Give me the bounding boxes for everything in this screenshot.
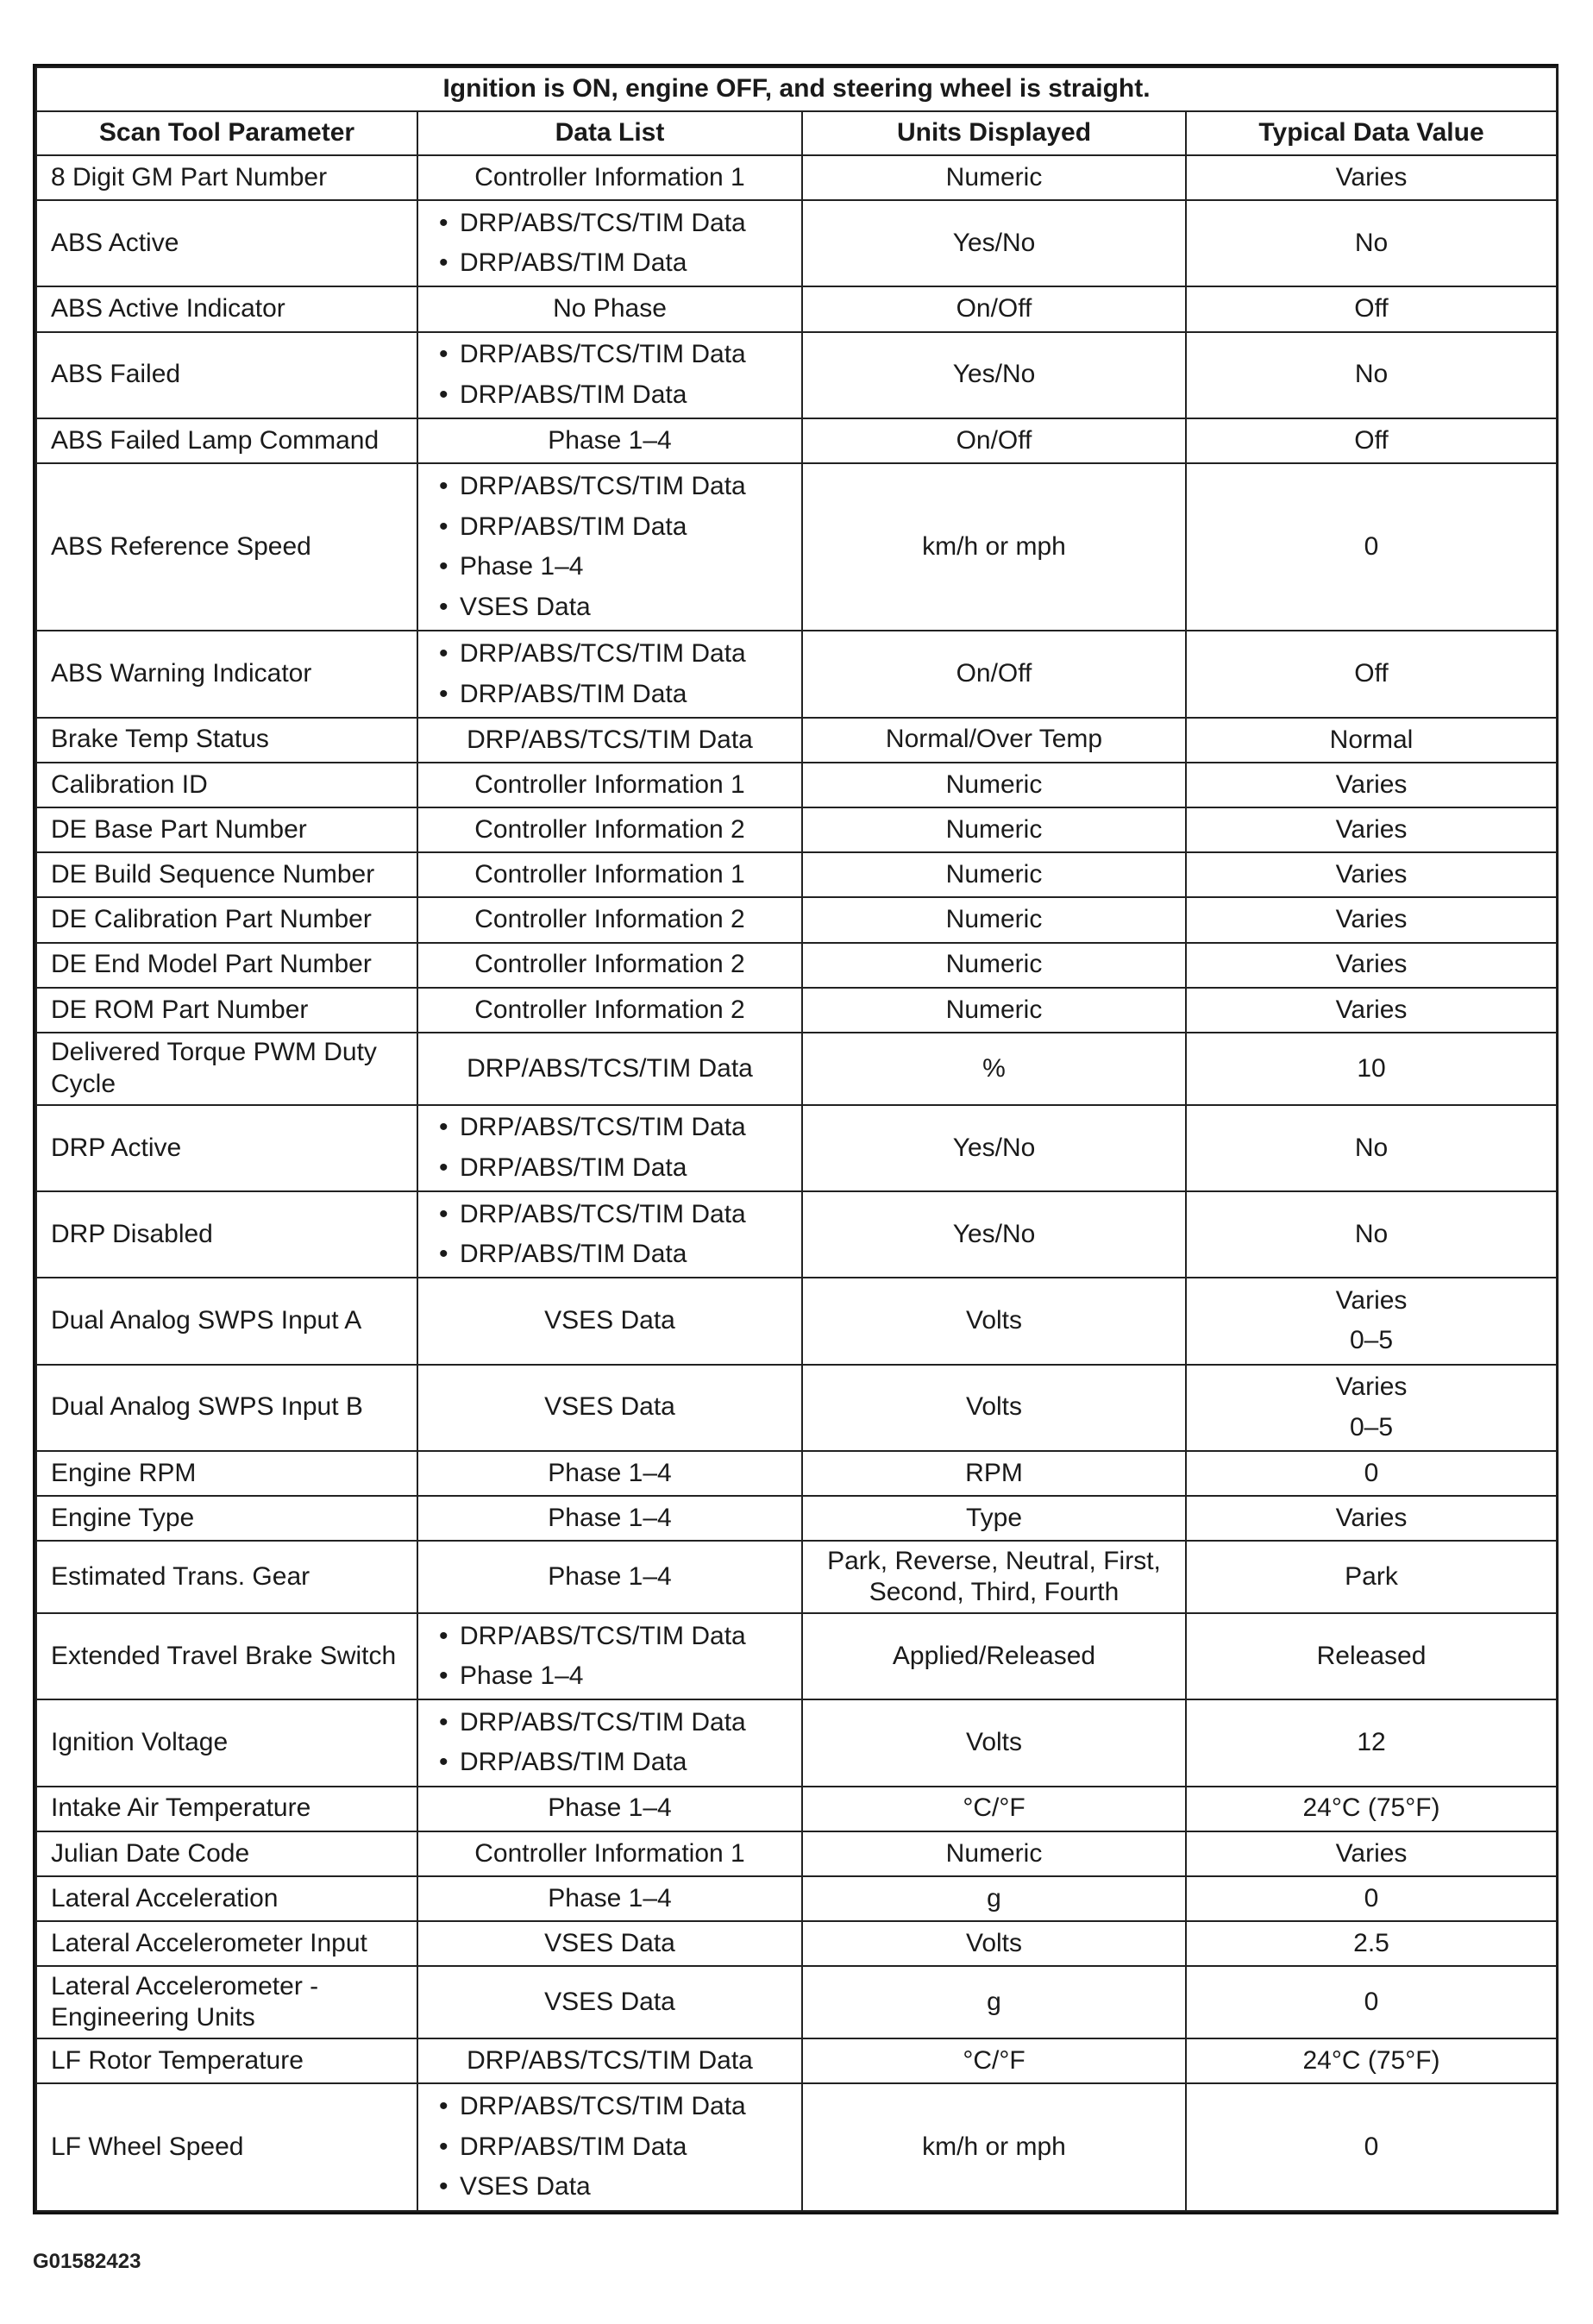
data-list-item: Phase 1–4 [548,1458,672,1487]
units-cell: Numeric [802,1831,1186,1876]
typical-value-item: Released [1316,1641,1427,1670]
units-cell: Type [802,1496,1186,1541]
data-list-cell [417,200,802,286]
data-list-cell [417,1541,802,1613]
table-row [36,463,1557,631]
units-cell: Volts [802,1921,1186,1966]
parameter-cell: Dual Analog SWPS Input A [36,1278,417,1364]
typical-value-cell [1186,1831,1557,1876]
table-row [36,1699,1557,1786]
data-list-bullet-item: • VSES Data [460,2167,789,2208]
data-list-cell [417,1613,802,1699]
figure-id: G01582423 [33,2250,141,2273]
parameter-cell: Extended Travel Brake Switch [36,1613,417,1699]
table-row [36,332,1557,418]
typical-value-item: Varies [1335,995,1408,1024]
typical-value-item: Normal [1329,725,1414,754]
typical-value-cell [1186,332,1557,418]
typical-value-cell [1186,807,1557,852]
typical-value-item: No [1354,360,1389,389]
data-list-bullet-item: • DRP/ABS/TIM Data [460,2127,789,2168]
units-cell: g [802,1876,1186,1921]
data-list-item: Phase 1–4 [548,1793,672,1823]
units-cell: km/h or mph [802,463,1186,631]
parameter-cell: Dual Analog SWPS Input B [36,1365,417,1451]
typical-value-item: Park [1345,1561,1398,1591]
units-cell: Numeric [802,155,1186,200]
data-list-bullet-item: • Phase 1–4 [460,547,789,587]
data-table-frame [33,64,1559,2214]
parameter-cell: Intake Air Temperature [36,1787,417,1831]
column-header-parameter: Scan Tool Parameter [36,111,417,155]
parameter-cell: LF Wheel Speed [36,2083,417,2211]
units-cell: Applied/Released [802,1613,1186,1699]
typical-value-cell [1186,763,1557,807]
typical-value-item: 12 [1357,1728,1386,1757]
table-row [36,286,1557,331]
units-cell: Numeric [802,897,1186,942]
typical-value-cell [1186,200,1557,286]
table-banner: Ignition is ON, engine OFF, and steering wheel is straight. [36,67,1557,111]
data-list-item: DRP/ABS/TCS/TIM Data [467,2046,753,2076]
units-cell: On/Off [802,631,1186,717]
typical-value-cell [1186,1699,1557,1786]
table-row [36,718,1557,763]
table-row [36,988,1557,1033]
column-header-data-list: Data List [417,111,802,155]
data-list-cell [417,631,802,717]
typical-value-item: Varies [1335,1285,1408,1315]
table-row [36,1365,1557,1451]
data-list-cell [417,1966,802,2038]
data-list-cell [417,807,802,852]
units-cell: Yes/No [802,1191,1186,1278]
typical-value-item: Varies [1335,162,1408,192]
data-list-item: Phase 1–4 [548,1561,672,1591]
parameter-cell: DE End Model Part Number [36,943,417,988]
table-row [36,1613,1557,1699]
units-cell: Numeric [802,943,1186,988]
data-list-item: DRP/ABS/TCS/TIM Data [467,725,753,754]
typical-value-cell [1186,286,1557,331]
data-list-bullet-item: • DRP/ABS/TCS/TIM Data [460,204,789,244]
data-list-bullet-item: • DRP/ABS/TCS/TIM Data [460,2087,789,2127]
table-row [36,1966,1557,2038]
data-list-cell [417,463,802,631]
table-row [36,200,1557,286]
table-row [36,807,1557,852]
table-row [36,1105,1557,1191]
typical-value-item: Varies [1335,1503,1408,1532]
typical-value-item: Varies [1335,905,1408,934]
typical-value-cell [1186,1451,1557,1496]
data-list-item: Controller Information 1 [474,769,745,799]
data-list-item: Controller Information 1 [474,1838,745,1868]
typical-value-cell [1186,1365,1557,1451]
units-cell: km/h or mph [802,2083,1186,2211]
typical-value-item: Varies [1335,860,1408,889]
parameter-cell: Lateral Acceleration [36,1876,417,1921]
data-list-cell [417,1033,802,1105]
table-row [36,1191,1557,1278]
parameter-cell: 8 Digit GM Part Number [36,155,417,200]
typical-value-item: 10 [1357,1053,1386,1083]
parameter-cell: Calibration ID [36,763,417,807]
data-list-bullet-item: • DRP/ABS/TIM Data [460,1234,789,1275]
parameter-cell: DE Build Sequence Number [36,852,417,897]
units-cell: Volts [802,1699,1186,1786]
data-list-item: Phase 1–4 [548,1503,672,1532]
data-list-cell [417,1191,802,1278]
typical-value-item: Off [1354,294,1389,323]
typical-value-cell [1186,631,1557,717]
parameter-cell: Engine Type [36,1496,417,1541]
data-list-bullet-item: • DRP/ABS/TCS/TIM Data [460,1195,789,1235]
table-row [36,155,1557,200]
data-list-item: DRP/ABS/TCS/TIM Data [467,1053,753,1083]
table-row [36,852,1557,897]
data-list-item: Controller Information 2 [474,814,745,844]
table-row [36,1831,1557,1876]
column-header-typical-value: Typical Data Value [1186,111,1557,155]
parameter-cell: DE Base Part Number [36,807,417,852]
table-row [36,897,1557,942]
data-list-bullet-item: • Phase 1–4 [460,1656,789,1697]
data-list-cell [417,1451,802,1496]
typical-value-cell [1186,1496,1557,1541]
parameter-cell: Engine RPM [36,1451,417,1496]
header-row [36,111,1557,155]
typical-value-item: No [1354,1219,1389,1248]
data-list-bullet-item: • DRP/ABS/TCS/TIM Data [460,1703,789,1743]
data-list-item: Controller Information 1 [474,860,745,889]
scan-tool-data-table [35,66,1558,2212]
data-list-item: VSES Data [544,1928,675,1957]
data-list-cell [417,943,802,988]
data-list-cell [417,1278,802,1364]
units-cell: Numeric [802,852,1186,897]
data-list-item: Phase 1–4 [548,425,672,455]
table-row [36,1541,1557,1613]
data-list-cell [417,1496,802,1541]
units-cell: RPM [802,1451,1186,1496]
table-row [36,1033,1557,1105]
data-list-item: Controller Information 2 [474,950,745,979]
data-list-cell [417,1105,802,1191]
typical-value-cell [1186,897,1557,942]
parameter-cell: Ignition Voltage [36,1699,417,1786]
parameter-cell: ABS Reference Speed [36,463,417,631]
parameter-cell: ABS Active [36,200,417,286]
data-list-item: Controller Information 2 [474,905,745,934]
typical-value-item: 24°C (75°F) [1302,1793,1440,1823]
parameter-cell: Julian Date Code [36,1831,417,1876]
units-cell: °C/°F [802,1787,1186,1831]
typical-value-cell [1186,988,1557,1033]
typical-value-item: Varies [1335,1372,1408,1402]
table-row [36,631,1557,717]
typical-value-cell [1186,1876,1557,1921]
units-cell: % [802,1033,1186,1105]
data-list-item: Phase 1–4 [548,1883,672,1913]
table-row [36,763,1557,807]
data-list-item: Controller Information 1 [474,162,745,192]
parameter-cell: Brake Temp Status [36,718,417,763]
data-list-cell [417,2038,802,2083]
table-row [36,943,1557,988]
data-list-bullet-item: • DRP/ABS/TIM Data [460,375,789,416]
typical-value-item: Off [1354,425,1389,455]
units-cell: Numeric [802,763,1186,807]
typical-value-cell [1186,1787,1557,1831]
parameter-cell: DE Calibration Part Number [36,897,417,942]
parameter-cell: Estimated Trans. Gear [36,1541,417,1613]
typical-value-item: 0 [1364,1988,1379,2016]
typical-value-cell [1186,852,1557,897]
data-list-cell [417,897,802,942]
parameter-cell: Delivered Torque PWM Duty Cycle [36,1033,417,1105]
parameter-cell: DRP Disabled [36,1191,417,1278]
data-list-cell [417,286,802,331]
typical-value-item: Off [1354,659,1389,688]
units-cell: Numeric [802,807,1186,852]
parameter-cell: Lateral Accelerometer - Engineering Units [36,1966,417,2038]
units-cell: °C/°F [802,2038,1186,2083]
data-list-cell [417,988,802,1033]
data-list-item: VSES Data [544,1392,675,1422]
units-cell: Yes/No [802,200,1186,286]
units-cell: On/Off [802,286,1186,331]
data-list-bullet-item: • DRP/ABS/TIM Data [460,1148,789,1189]
typical-value-item: 2.5 [1353,1928,1389,1957]
typical-value-item: Varies [1335,769,1408,799]
column-header-units: Units Displayed [802,111,1186,155]
typical-value-cell [1186,1191,1557,1278]
data-list-cell [417,155,802,200]
units-cell: On/Off [802,418,1186,463]
data-list-cell [417,2083,802,2211]
data-list-item: VSES Data [544,1306,675,1335]
typical-value-item: 0–5 [1349,1326,1394,1355]
parameter-cell: Lateral Accelerometer Input [36,1921,417,1966]
banner-row [36,67,1557,111]
data-list-bullet-item: • DRP/ABS/TIM Data [460,1743,789,1783]
units-cell: g [802,1966,1186,2038]
table-row [36,2083,1557,2211]
units-cell: Volts [802,1278,1186,1364]
data-list-cell [417,418,802,463]
typical-value-cell [1186,1921,1557,1966]
data-list-bullet-item: • DRP/ABS/TCS/TIM Data [460,467,789,507]
table-row [36,1921,1557,1966]
table-row [36,2038,1557,2083]
data-list-bullet-item: • DRP/ABS/TIM Data [460,675,789,715]
typical-value-cell [1186,718,1557,763]
table-body [36,155,1557,2211]
typical-value-cell [1186,1541,1557,1613]
data-list-cell [417,1831,802,1876]
data-list-cell [417,718,802,763]
typical-value-cell [1186,2083,1557,2211]
data-list-cell [417,852,802,897]
data-list-item: No Phase [553,294,667,323]
data-list-cell [417,1921,802,1966]
units-cell: Normal/Over Temp [802,718,1186,763]
typical-value-cell [1186,418,1557,463]
typical-value-item: Varies [1335,814,1408,844]
typical-value-item: Varies [1335,1838,1408,1868]
parameter-cell: LF Rotor Temperature [36,2038,417,2083]
table-row [36,1787,1557,1831]
table-row [36,1496,1557,1541]
typical-value-item: 24°C (75°F) [1302,2046,1440,2076]
parameter-cell: ABS Failed Lamp Command [36,418,417,463]
data-list-item: Controller Information 2 [474,995,745,1024]
typical-value-cell [1186,1105,1557,1191]
data-list-bullet-item: • DRP/ABS/TCS/TIM Data [460,634,789,675]
parameter-cell: ABS Active Indicator [36,286,417,331]
parameter-cell: DE ROM Part Number [36,988,417,1033]
data-list-bullet-item: • DRP/ABS/TCS/TIM Data [460,1617,789,1657]
data-list-bullet-item: • DRP/ABS/TIM Data [460,507,789,548]
typical-value-cell [1186,1613,1557,1699]
typical-value-cell [1186,1033,1557,1105]
typical-value-cell [1186,1278,1557,1364]
typical-value-item: 0 [1364,1883,1379,1913]
typical-value-cell [1186,463,1557,631]
units-cell: Park, Reverse, Neutral, First, Second, Third, Fourth [802,1541,1186,1613]
table-row [36,1876,1557,1921]
table-row [36,418,1557,463]
typical-value-item: Varies [1335,950,1408,979]
data-list-bullet-item: • DRP/ABS/TCS/TIM Data [460,335,789,375]
data-list-item: VSES Data [544,1988,675,2016]
data-list-bullet-item: • DRP/ABS/TIM Data [460,243,789,284]
typical-value-cell [1186,943,1557,988]
typical-value-cell [1186,155,1557,200]
typical-value-item: No [1354,1133,1389,1162]
typical-value-cell [1186,1966,1557,2038]
data-list-cell [417,1699,802,1786]
data-list-cell [417,1787,802,1831]
parameter-cell: DRP Active [36,1105,417,1191]
typical-value-item: 0 [1364,1458,1379,1487]
typical-value-item: No [1354,229,1389,258]
data-list-cell [417,1365,802,1451]
typical-value-item: 0–5 [1349,1412,1394,1442]
units-cell: Numeric [802,988,1186,1033]
data-list-cell [417,763,802,807]
data-list-cell [417,332,802,418]
units-cell: Yes/No [802,1105,1186,1191]
data-list-bullet-item: • VSES Data [460,587,789,628]
parameter-cell: ABS Warning Indicator [36,631,417,717]
table-row [36,1278,1557,1364]
typical-value-item: 0 [1364,531,1379,561]
units-cell: Yes/No [802,332,1186,418]
data-list-cell [417,1876,802,1921]
typical-value-cell [1186,2038,1557,2083]
data-list-bullet-item: • DRP/ABS/TCS/TIM Data [460,1108,789,1148]
parameter-cell: ABS Failed [36,332,417,418]
units-cell: Volts [802,1365,1186,1451]
table-row [36,1451,1557,1496]
typical-value-item: 0 [1364,2132,1379,2161]
